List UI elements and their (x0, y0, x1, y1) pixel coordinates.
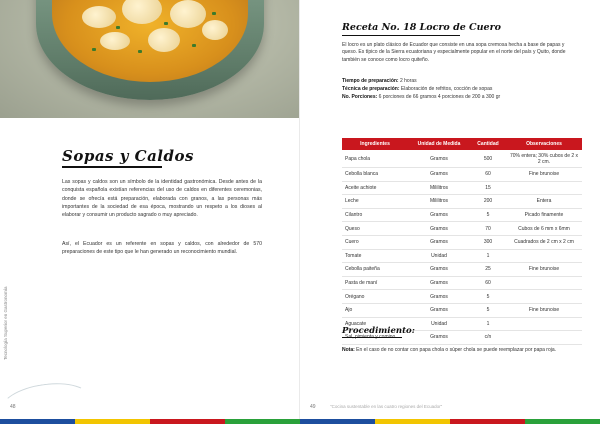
prep-technique-label: Técnica de preparación: (342, 86, 400, 92)
table-row (342, 168, 582, 182)
quantity-cell: c/n (470, 331, 506, 345)
observation-cell: Fine brunoise (506, 263, 582, 277)
color-stripe-segment (375, 419, 450, 424)
unit-cell: Gramos (408, 208, 470, 222)
color-stripe-segment (300, 419, 375, 424)
unit-cell: Gramos (408, 290, 470, 304)
ingredient-cell: Ajo (342, 303, 408, 317)
side-label: Tecnología Superior en Gastronomía (3, 286, 8, 360)
table-header-row (342, 138, 582, 150)
color-stripe-segment (225, 419, 300, 424)
table-row (342, 290, 582, 304)
intro-paragraph-1: Las sopas y caldos son un símbolo de la identidad gastronómica. Desde antes de la conquista española existían referencias del uso de caldos en diferentes ceremonias, donde se ofrecía está preparación, elaborada con granos, a las personas más importantes de la sociedad de esa época, mostrando un respeto a los dioses al elaborar y consumir un producto sagrado o muy apreciado. (62, 179, 262, 219)
header-ingredients: Ingredientes (342, 138, 408, 150)
ingredient-cell: Papa chola (342, 150, 408, 168)
quantity-cell: 1 (470, 317, 506, 331)
unit-cell: Unidad (408, 317, 470, 331)
observation-cell: Cuadrados de 2 cm x 2 cm (506, 235, 582, 249)
page-number-left: 48 (10, 404, 16, 410)
quantity-cell: 5 (470, 208, 506, 222)
unit-cell: Gramos (408, 235, 470, 249)
prep-time (342, 78, 578, 85)
color-stripe-bar (0, 419, 600, 424)
table-row (342, 222, 582, 236)
unit-cell: Unidad (408, 249, 470, 263)
observation-cell: 70% entera; 30% cubos de 2 x 2 cm. (506, 150, 582, 168)
table-row (342, 150, 582, 168)
quantity-cell: 5 (470, 303, 506, 317)
section-title-underline (62, 166, 162, 168)
ingredient-cell: Queso (342, 222, 408, 236)
unit-cell: Gramos (408, 150, 470, 168)
unit-cell: Mililitros (408, 195, 470, 209)
color-stripe-segment (450, 419, 525, 424)
ingredient-cell: Cebolla blanca (342, 168, 408, 182)
observation-cell (506, 331, 582, 345)
ingredient-cell: Pasta de maní (342, 276, 408, 290)
ingredients-table-body (342, 150, 582, 344)
note-label: Nota: (342, 347, 355, 353)
table-row (342, 263, 582, 277)
ingredient-cell: Tomate (342, 249, 408, 263)
quantity-cell: 60 (470, 168, 506, 182)
right-page (300, 0, 600, 424)
table-row (342, 276, 582, 290)
ingredient-cell: Cilantro (342, 208, 408, 222)
observation-cell (506, 317, 582, 331)
decorative-curve (0, 378, 94, 424)
observation-cell (506, 249, 582, 263)
quantity-cell: 300 (470, 235, 506, 249)
portions (342, 94, 578, 101)
footer-text: "Cocina sustentable en las cuatro regiones del Ecuador" (330, 404, 443, 409)
table-row (342, 195, 582, 209)
header-quantity: Cantidad (470, 138, 506, 150)
prep-time-value: 2 horas (398, 78, 417, 84)
quantity-cell: 70 (470, 222, 506, 236)
observation-cell (506, 181, 582, 195)
ingredient-cell: Aguacate (342, 317, 408, 331)
unit-cell: Gramos (408, 168, 470, 182)
note-text: En el caso de no contar con papa chola o súper chola se puede reemplazar por papa roja. (354, 347, 557, 353)
ingredient-cell: Cuero (342, 235, 408, 249)
quantity-cell: 15 (470, 181, 506, 195)
prep-technique (342, 86, 578, 93)
unit-cell: Gramos (408, 222, 470, 236)
portions-label: No. Porciones: (342, 94, 378, 100)
ingredient-cell: Cebolla paiteña (342, 263, 408, 277)
unit-cell: Gramos (408, 276, 470, 290)
color-stripe-segment (0, 419, 75, 424)
table-row (342, 249, 582, 263)
color-stripe-segment (525, 419, 600, 424)
portions-value: 6 porciones de 66 gramos 4 porciones de 200 a 300 gr (377, 94, 501, 100)
table-row (342, 303, 582, 317)
color-stripe-segment (75, 419, 150, 424)
observation-cell: Fine brunoise (506, 168, 582, 182)
color-stripe-segment (150, 419, 225, 424)
recipe-intro: El locro es un plato clásico de Ecuador que consiste en una sopa cremosa hecha a base de papas y queso. Es típico de la Sierra ecuatoriana y especialmente popular en el norte del país y Quito, donde también se conoce como locro quiteño. (342, 42, 566, 63)
procedure-title-underline (342, 337, 402, 338)
unit-cell: Mililitros (408, 181, 470, 195)
ingredient-cell: Orégano (342, 290, 408, 304)
observation-cell: Cubos de 6 mm x 6mm (506, 222, 582, 236)
quantity-cell: 25 (470, 263, 506, 277)
quantity-cell: 200 (470, 195, 506, 209)
recipe-title-underline (342, 35, 460, 36)
quantity-cell: 500 (470, 150, 506, 168)
observation-cell: Entera (506, 195, 582, 209)
observation-cell (506, 290, 582, 304)
table-row (342, 235, 582, 249)
quantity-cell: 1 (470, 249, 506, 263)
quantity-cell: 60 (470, 276, 506, 290)
ingredients-table (342, 138, 582, 345)
prep-technique-value: Elaboración de refritos, cocción de sopas (399, 86, 493, 92)
ingredient-cell: Aceite achiote (342, 181, 408, 195)
header-observations: Observaciones (506, 138, 582, 150)
ingredient-cell: Leche (342, 195, 408, 209)
table-row (342, 208, 582, 222)
observation-cell: Fine brunoise (506, 303, 582, 317)
table-row (342, 181, 582, 195)
header-unit: Unidad de Medida (408, 138, 470, 150)
unit-cell: Gramos (408, 303, 470, 317)
procedure-title: Procedimiento: (342, 326, 415, 336)
recipe-title: Receta No. 18 Locro de Cuero (342, 22, 501, 33)
locro-soup-photo (0, 0, 300, 118)
unit-cell: Gramos (408, 331, 470, 345)
section-title: Sopas y Caldos (62, 147, 194, 165)
page-number-right: 49 (310, 404, 316, 410)
prep-time-label: Tiempo de preparación: (342, 78, 399, 84)
observation-cell: Picado finamente (506, 208, 582, 222)
quantity-cell: 5 (470, 290, 506, 304)
unit-cell: Gramos (408, 263, 470, 277)
procedure-note (342, 347, 578, 354)
intro-paragraph-2: Así, el Ecuador es un referente en sopas y caldos, con alrededor de 570 preparaciones de este tipo que le han generado un reconocimiento mundial. (62, 241, 262, 256)
observation-cell (506, 276, 582, 290)
